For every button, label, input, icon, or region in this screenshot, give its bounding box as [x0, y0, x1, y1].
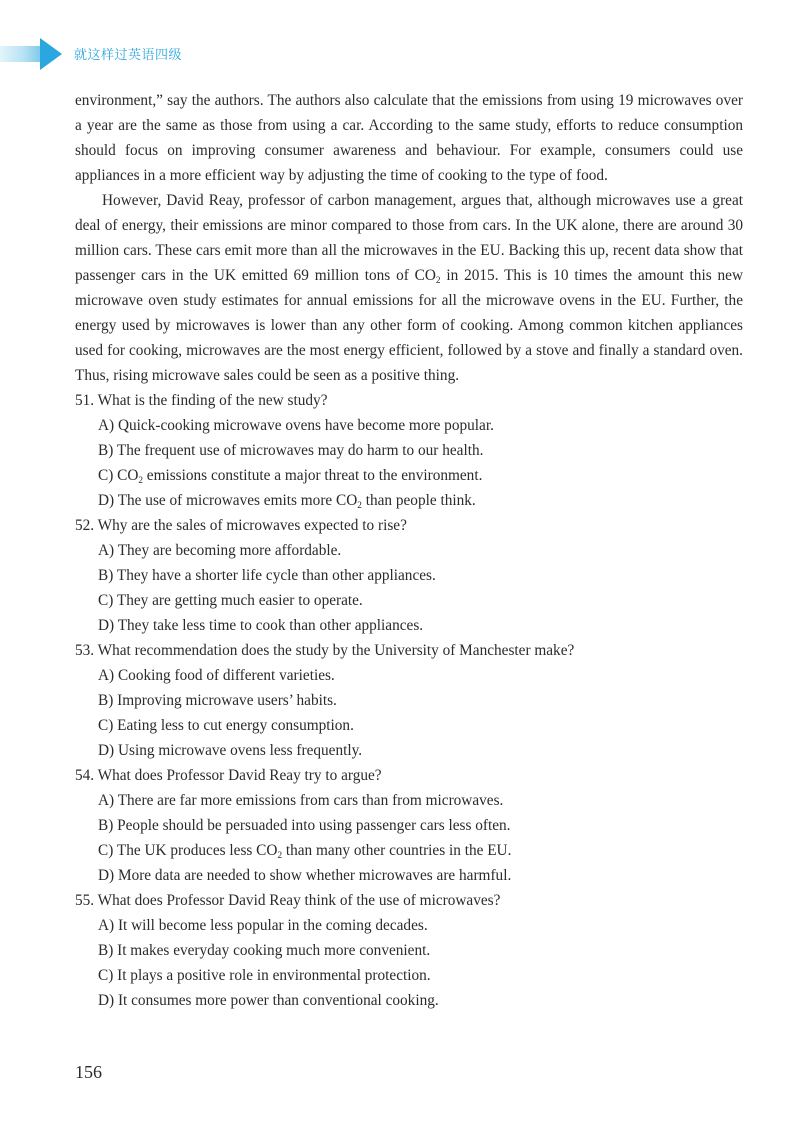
header-title: 就这样过英语四级 [74, 48, 183, 63]
answer-option [75, 913, 743, 938]
option-text: B) Improving microwave users’ habits. [98, 692, 337, 709]
answer-option [75, 863, 743, 888]
option-text: C) They are getting much easier to operate. [98, 592, 363, 609]
paragraph-text-part: in 2015. This is 10 times the amount this new microwave oven study estimates for annual emissions for all the microwave ovens in the EU. Further, the energy used by microwaves is lower than any other form of cooking. Among common kitchen appliances used for cooking, microwaves are the most energy efficient, followed by a stove and finally a standard oven. Thus, rising microwave sales could be seen as a positive thing. [75, 267, 743, 384]
subscript: 2 [138, 474, 143, 485]
option-text: A) There are far more emissions from cars than from microwaves. [98, 792, 504, 809]
question-list [75, 388, 743, 1013]
answer-option [75, 413, 743, 438]
option-text: D) They take less time to cook than other appliances. [98, 617, 424, 634]
answer-option [75, 663, 743, 688]
option-text: C) CO [98, 467, 139, 484]
question-stem: 54. What does Professor David Reay try to argue? [75, 767, 382, 784]
answer-option [75, 988, 743, 1013]
subscript: 2 [435, 274, 441, 285]
option-text: B) The frequent use of microwaves may do harm to our health. [98, 442, 484, 459]
option-text: D) It consumes more power than conventional cooking. [98, 992, 439, 1009]
option-text: A) It will become less popular in the coming decades. [98, 917, 428, 934]
answer-option [75, 788, 743, 813]
passage-paragraph-1: environment,” say the authors. The authors also calculate that the emissions from using 19 microwaves over a year are the same as those from using a car. According to the same study, efforts to reduce consumption should focus on improving consumer awareness and behaviour. For example, consumers could use appliances in a more efficient way by adjusting the time of cooking to the type of food. [75, 92, 743, 184]
answer-option [75, 588, 743, 613]
option-text: C) Eating less to cut energy consumption. [98, 717, 354, 734]
answer-option [75, 963, 743, 988]
question-stem: 51. What is the finding of the new study? [75, 392, 328, 409]
answer-option [75, 738, 743, 763]
answer-option [75, 688, 743, 713]
passage-paragraph-2 [75, 188, 743, 388]
option-text: than many other countries in the EU. [282, 842, 512, 859]
answer-option [75, 613, 743, 638]
answer-option [75, 463, 743, 488]
question-stem: 53. What recommendation does the study by the University of Manchester make? [75, 642, 575, 659]
option-text: A) Cooking food of different varieties. [98, 667, 335, 684]
page-content [75, 88, 743, 1013]
header-arrow-icon [40, 38, 62, 70]
option-text: B) People should be persuaded into using passenger cars less often. [98, 817, 511, 834]
option-text: B) It makes everyday cooking much more convenient. [98, 942, 431, 959]
option-text: A) They are becoming more affordable. [98, 542, 342, 559]
answer-option [75, 938, 743, 963]
page-number: 156 [75, 1062, 102, 1082]
answer-option [75, 438, 743, 463]
answer-option [75, 538, 743, 563]
answer-option [75, 713, 743, 738]
option-text: emissions constitute a major threat to the environment. [142, 467, 483, 484]
answer-option [75, 838, 743, 863]
answer-option [75, 563, 743, 588]
option-text: C) It plays a positive role in environmental protection. [98, 967, 431, 984]
answer-option [75, 813, 743, 838]
option-text: C) The UK produces less CO [98, 842, 278, 859]
paragraph-text-part: However, David Reay, professor of carbon management, argues that, although microwaves use a great deal of energy, their emissions are minor compared to those from cars. In the UK alone, there are around 30 million cars. These cars emit more than all the microwaves in the EU. Backing this up, recent data show that passenger cars in the UK emitted 69 million tons of CO [75, 192, 743, 284]
option-text: A) Quick-cooking microwave ovens have become more popular. [98, 417, 494, 434]
option-text: D) More data are needed to show whether microwaves are harmful. [98, 867, 512, 884]
header-gradient-bar [0, 46, 40, 62]
subscript: 2 [277, 849, 283, 860]
option-text: D) Using microwave ovens less frequently. [98, 742, 363, 759]
option-text: than people think. [361, 492, 476, 509]
question-stem: 55. What does Professor David Reay think of the use of microwaves? [75, 892, 501, 909]
answer-option [75, 488, 743, 513]
option-text: D) The use of microwaves emits more CO [98, 492, 358, 509]
option-text: B) They have a shorter life cycle than other appliances. [98, 567, 436, 584]
page-header [0, 38, 300, 70]
subscript: 2 [357, 499, 362, 510]
question-stem: 52. Why are the sales of microwaves expected to rise? [75, 517, 407, 534]
